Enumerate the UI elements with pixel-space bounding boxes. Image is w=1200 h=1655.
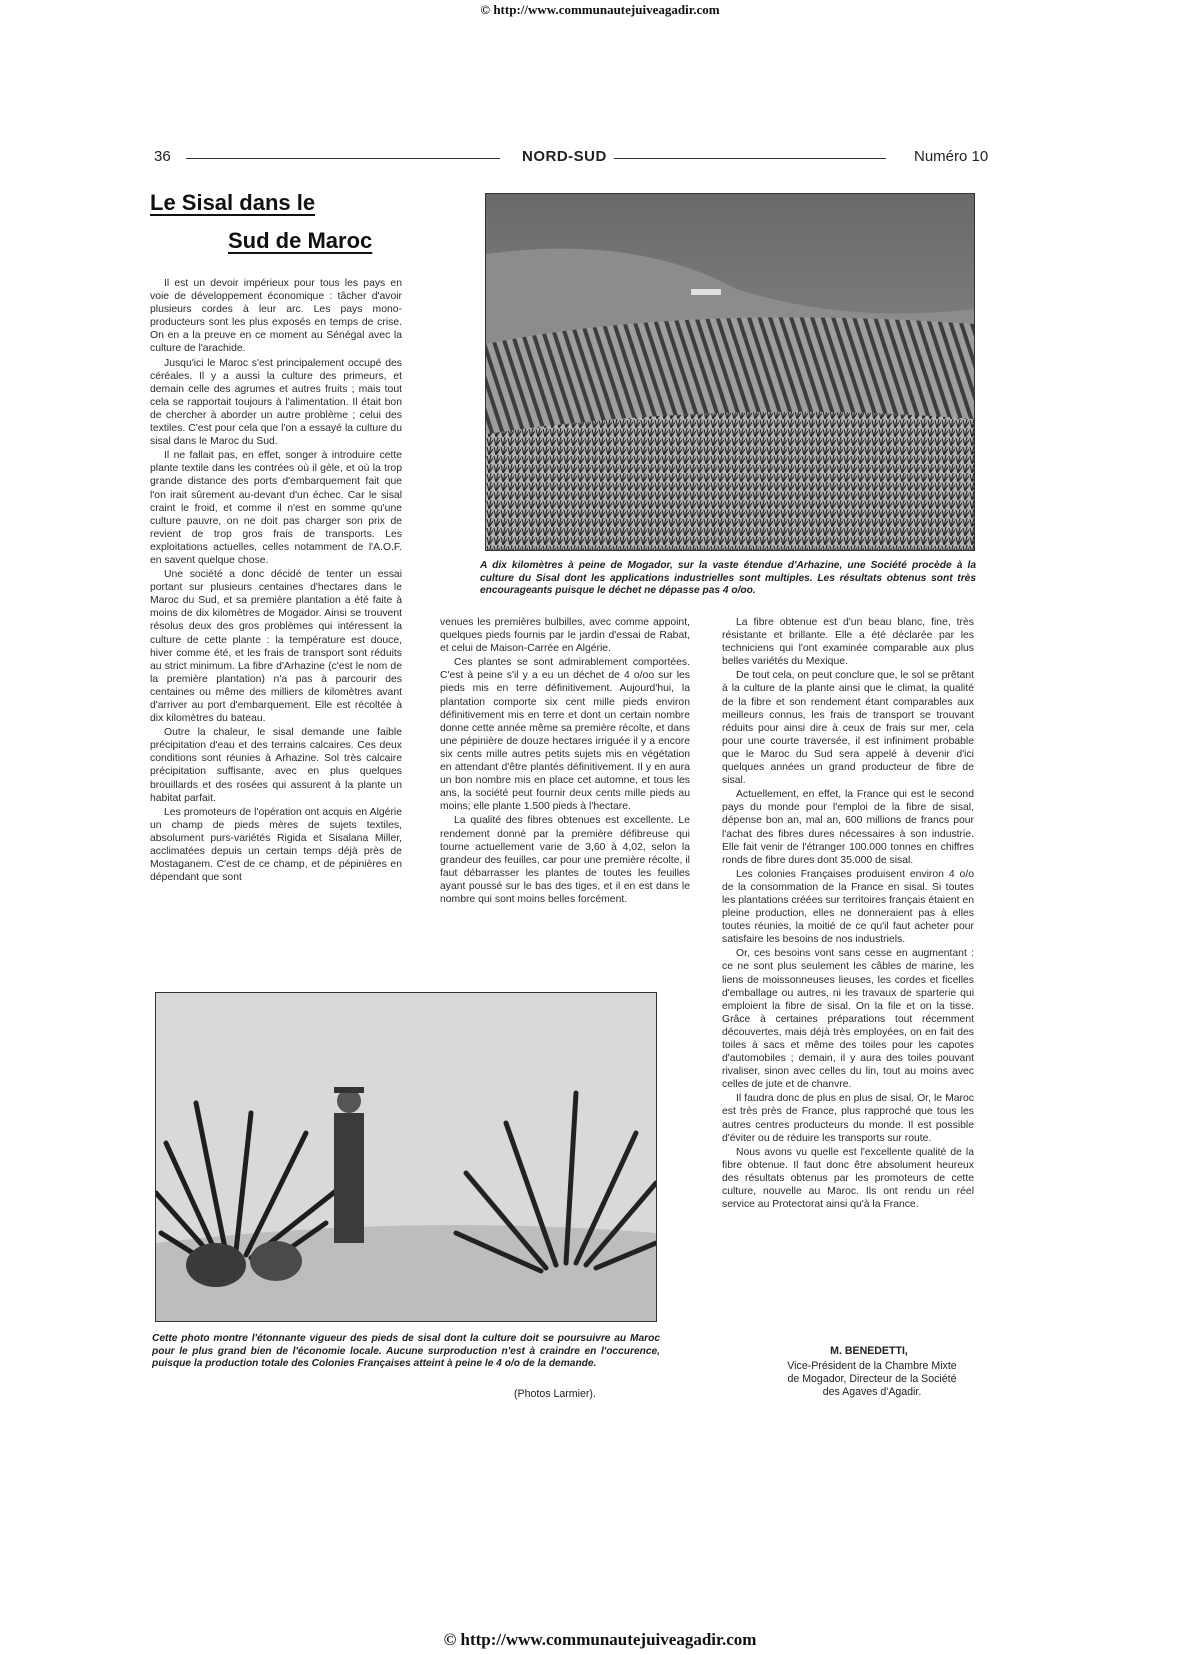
watermark-url-bottom[interactable]: © http://www.communautejuiveagadir.com [443, 1630, 757, 1649]
article-title-line2: Sud de Maroc [228, 228, 373, 253]
paragraph: Une société a donc décidé de tenter un essai portant sur plusieurs centaines d'hectares dans le Maroc du Sud, et sa première plantation a été faite à moins de dix kilomètres de Mogador. Ainsi se trouvent résolus deux des gros problèmes qui intéressent la culture de cette plante : la température est douce, hiver comme été, et les frais de transport sont réduits au strict minimum. La fibre d'Arhazine (c'est le nom de la première plantation) n'a pas à parcourir des centaines ou même des milliers de kilomètres avant d'arriver au port d'embarquement. Elle est récoltée à dix kilomètres du bateau. [150, 569, 402, 725]
paragraph: Nous avons vu quelle est l'excellente qualité de la fibre obtenue. Il faut donc être absolument heureux des résultats obtenus par les promoteurs de cette culture, nouvelle au Maroc. Ils ont rendu un réel service au Protectorat ainsi qu'à la France. [722, 1146, 974, 1211]
paragraph: Il ne fallait pas, en effet, songer à introduire cette plante textile dans les contrées où il gèle, et où la trop grande distance des ports d'embarquement fait que l'on irait sûrement au-devant d'un échec. Car le sisal craint le froid, et comme il n'est en somme qu'une culture pauvre, on ne doit pas charger son prix de revient de trop gros frais de transports. Les exploitations actuelles, celles notamment de l'A.O.F. en savent quelque chose. [150, 450, 402, 566]
paragraph: Actuellement, en effet, la France qui est le second pays du monde pour l'emploi de la fibre de sisal, dépense bon an, mal an, 600 millions de francs pour l'achat des fibres dures nécessaires à son industrie. Elle fait venir de l'étranger 100.000 tonnes en chiffres ronds de fibre dures dont 35.000 de sisal. [722, 789, 974, 866]
paragraph: Il est un devoir impérieux pour tous les pays en voie de développement économique : tâcher d'avoir plusieurs cordes à leur arc. Les pays mono-producteurs sont les plus exposés en temps de crise. On en a la preuve en ce moment au Sénégal avec la culture de l'arachide. [150, 278, 402, 355]
paragraph: La qualité des fibres obtenues est excellente. Le rendement donné par la première défibreuse qui tourne actuellement varie de 3,60 à 4,02, selon la grandeur des feuilles, car pour une première récolte, il faut débarrasser les plantes de toutes les feuilles ayant poussé sur le bas des tiges, et il en est dans le nombre qui sont moins belles forcément. [440, 815, 690, 905]
paragraph: Jusqu'ici le Maroc s'est principalement occupé des céréales. Il y a aussi la culture des primeurs, et demain celle des agrumes et autres fruits ; mais tout cela se rapportait toujours à l'alimentation. Il était bon de chercher à aborder un autre problème ; celui des textiles. C'est pour cela que l'on a essayé la culture du sisal dans le Maroc du Sud. [150, 357, 402, 448]
article-title-line1: Le Sisal dans le [150, 190, 316, 215]
plantation-photo [485, 193, 975, 551]
paragraph: Les promoteurs de l'opération ont acquis en Algérie un champ de pieds mères de sujets textiles, absolument purs-variétés Rigida et Sisalana Miller, acclimatées depuis un certain temps déjà près de Mostaganem. C'est de ce champ, et de pépinières en dépendant que sont [150, 806, 402, 884]
paragraph: Or, ces besoins vont sans cesse en augmentant : ce ne sont plus seulement les câbles de marine, les liens de moissonneuses lieuses, les cordes et ficelles d'emballage ou autres, ni les travaux de sparterie qui emploient la fibre de sisal. On la file et on la tisse. Grâce à certaines préparations tout récemment découvertes, mais déjà très employées, on en fait des toiles à sacs et même des toiles pour les capotes d'automobiles ; demain, il y aura des toiles pouvant rivaliser, sinon avec celles du lin, tout au moins avec celles de jute et de chanvre. [722, 948, 974, 1091]
publication-title: NORD-SUD [522, 148, 607, 165]
header-rule-left [186, 158, 500, 159]
column-1 [150, 277, 402, 885]
paragraph: Il faudra donc de plus en plus de sisal. Or, le Maroc est très près de France, plus rapproché que tous les autres centres producteurs du monde. Il est possible d'éviter ou de réduire les transports sur route. [722, 1093, 974, 1144]
watermark-url-top[interactable]: © http://www.communautejuiveagadir.com [480, 2, 720, 17]
author-role-line: Vice-Président de la Chambre Mixte [787, 1360, 957, 1372]
caption-top: A dix kilomètres à peine de Mogador, sur la vaste étendue d'Arhazine, une Société procède à la culture du Sisal dont les applications industrielles sont multiples. Les résultats obtenus sont très encourageants puisque le déchet ne dépasse pas 4 o/oo. [480, 560, 976, 597]
author-role-line: de Mogador, Directeur de la Société [787, 1373, 957, 1385]
header-rule-right [614, 158, 886, 159]
plantation-photo-image [486, 194, 974, 550]
paragraph: De tout cela, on peut conclure que, le sol se prêtant à la culture de la plante ainsi que le climat, la qualité de la fibre et son rendement étant comparables aux meilleurs connus, les frais de transport se trouvant réduits pour ainsi dire à ceux de frais sur mer, cela pour une courte traversée, il est infiniment probable que le Maroc du Sud sera appelé à devenir d'ici quelques années un grand producteur de fibre de sisal. [722, 670, 974, 787]
caption-bottom: Cette photo montre l'étonnante vigueur des pieds de sisal dont la culture doit se poursuivre au Maroc pour le plus grand bien de l'économie locale. Aucune surproduction n'est à craindre en l'occurence, puisque la production totale des Colonies Françaises atteint à peine le 4 o/o de la demande. [152, 1333, 660, 1370]
agave-photo-image [156, 993, 656, 1321]
agave-photo [155, 992, 657, 1322]
paragraph: venues les premières bulbilles, avec comme appoint, quelques pieds fournis par le jardin d'essai de Rabat, et celui de Maison-Carrée en Algérie. [440, 617, 690, 655]
paragraph: Les colonies Françaises produisent environ 4 o/o de la consommation de la France en sisal. Si toutes les plantations créées sur territoires français étaient en pleine production, elles ne donneraient pas à elles toutes réunies, la moitié de ce qu'il faut acheter pour satisfaire les besoins de nos industriels. [722, 868, 974, 946]
author-name: M. BENEDETTI, [830, 1345, 908, 1357]
page-number: 36 [154, 148, 171, 165]
author-role [772, 1360, 972, 1399]
paragraph: Outre la chaleur, le sisal demande une faible précipitation d'eau et des terrains calcaires. Ces deux conditions sont réunies à Arhazine. Sol très calcaire précipitation suffisante, avec en plus quelques brouillards et des rosées qui assurent à la plante un habitat parfait. [150, 727, 402, 804]
author-role-line: des Agaves d'Agadir. [822, 1386, 922, 1398]
column-3 [722, 616, 974, 1212]
photo-credit: (Photos Larmier). [514, 1388, 596, 1400]
paragraph: La fibre obtenue est d'un beau blanc, fine, très résistante et brillante. Elle a été déclarée par les techniciens qui l'ont examinée comparable aux plus belles variétés du Mexique. [722, 617, 974, 668]
issue-number: Numéro 10 [914, 148, 989, 165]
column-2 [440, 616, 690, 907]
paragraph: Ces plantes se sont admirablement comportées. C'est à peine s'il y a eu un déchet de 4 o/oo sur les pieds mis en terre définitivement. Aujourd'hui, la plantation comporte six cent mille pieds environ définitivement mis en terre et dont un certain nombre donne cette année même sa première récolte, et dans une pépinière de douze hectares irriguée il y a encore six cents mille autres petits sujets mis en végétation en attendant d'être plantés définitivement. Il y en aura un bon nombre mis en place cet automne, et tous les ans, la société peut fournir deux cents mille pieds au moins; elle plante 1.500 pieds à l'hectare. [440, 657, 690, 813]
